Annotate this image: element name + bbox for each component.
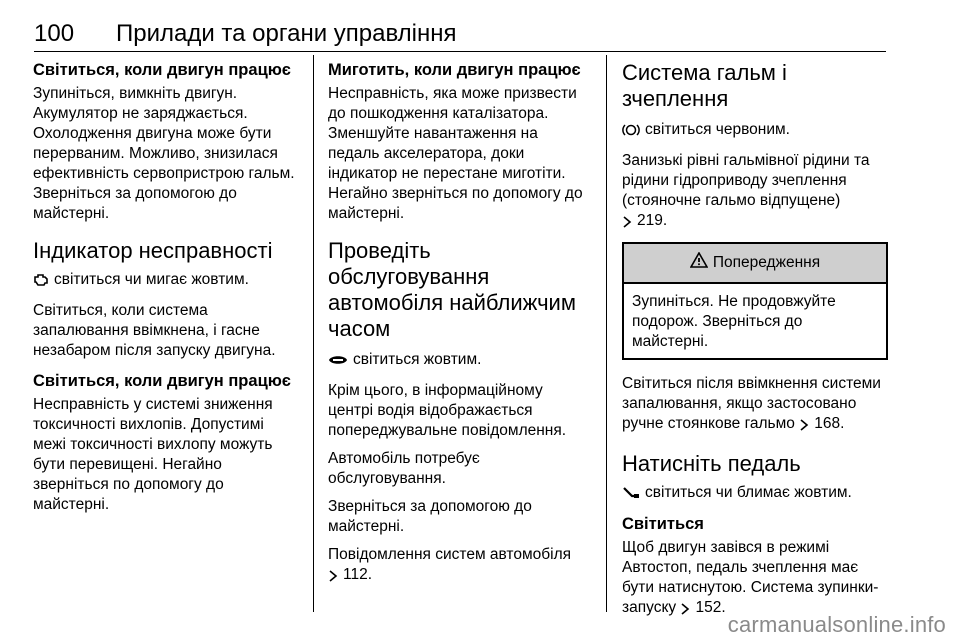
column-divider-2 — [606, 55, 607, 612]
paragraph: Несправність, яка може призвести до пошкодження каталізатора. Зменшуйте навантаження на педаль акселератора, доки індикатор не перестане миготіти. Негайно зверніться по допомогу до майстерні. — [328, 85, 583, 222]
warning-body: Зупиніться. Не продовжуйте подорож. Зверніться до майстерні. — [632, 293, 836, 350]
warning-title: Попередження — [712, 254, 821, 271]
service-wrench-icon — [328, 353, 348, 373]
paragraph: Зупиніться, вимкніть двигун. Акумулятор не заряджається. Охолодження двигуна може бути перерваним. Можливо, знизилася ефективність сервопристрою гальм. Зверніться за допомогою до майстерні. — [33, 85, 295, 222]
page-title: Прилади та органи управління — [116, 20, 457, 47]
warning-triangle-icon — [690, 252, 708, 274]
paragraph: Повідомлення систем автомобіля 112. — [328, 545, 592, 588]
paragraph: Зверніться за допомогою до майстерні. — [328, 498, 532, 535]
page-reference[interactable]: 219. — [637, 212, 668, 229]
subheading: Світиться, коли двигун працює — [33, 61, 291, 79]
paragraph: Несправність у системі зниження токсичності вихлопів. Допустимі межі токсичності вихлопу можуть бути перевищені. Негайно зверніться по допомогу до майстерні. — [33, 396, 273, 513]
page-reference[interactable]: 112. — [343, 566, 373, 583]
paragraph: Світиться після ввімкнення системи запалювання, якщо застосовано ручне стоянкове гальмо 168. — [622, 374, 888, 437]
section-title: Проведіть обслуговування автомобіля найближчим часом — [328, 238, 576, 341]
indicator-line: світиться червоним. — [622, 120, 888, 143]
warning-header — [624, 244, 886, 284]
watermark: carmanualsonline.info — [727, 612, 946, 637]
paragraph: Крім цього, в інформаційному центрі водія відображається попереджувальне повідомлення. — [328, 382, 567, 439]
paragraph: Занизькі рівні гальмівної рідини та рідини гідроприводу зчеплення (стояночне гальмо відпущене) 219. — [622, 151, 888, 234]
indicator-line: світиться чи мигає жовтим. — [33, 270, 301, 293]
subheading: Світиться, коли двигун працює — [33, 372, 291, 390]
indicator-line: світиться чи блимає жовтим. — [622, 483, 888, 506]
page-reference-arrow-icon — [328, 568, 338, 588]
section-title: Індикатор несправності — [33, 238, 273, 263]
page-header — [34, 20, 886, 50]
paragraph: Світиться, коли система запалювання ввімкнена, і гасне незабаром після запуску двигуна. — [33, 302, 276, 359]
page-reference[interactable]: 168. — [814, 415, 845, 432]
subheading: Миготить, коли двигун працює — [328, 61, 581, 79]
engine-check-icon — [33, 273, 49, 293]
column-3 — [622, 60, 888, 629]
subheading: Світиться — [622, 515, 704, 533]
indicator-line: світиться жовтим. — [328, 350, 592, 373]
page-reference-arrow-icon — [680, 601, 690, 621]
header-rule — [34, 51, 886, 52]
page-reference-arrow-icon — [622, 214, 632, 234]
page-reference[interactable]: 152. — [695, 599, 726, 616]
section-title: Система гальм і зчеплення — [622, 60, 787, 111]
paragraph: Щоб двигун завівся в режимі Автостоп, педаль зчеплення має бути натиснутою. Система зупинки-запуску 152. — [622, 538, 888, 621]
brake-warning-icon — [622, 123, 640, 143]
column-1 — [33, 60, 301, 523]
column-divider-1 — [313, 55, 314, 612]
page-reference-arrow-icon — [799, 417, 809, 437]
page-number: 100 — [34, 20, 75, 47]
clutch-pedal-icon — [622, 486, 640, 506]
warning-box — [622, 242, 888, 360]
section-title: Натисніть педаль — [622, 451, 801, 476]
paragraph: Автомобіль потребує обслуговування. — [328, 450, 480, 487]
column-2 — [328, 60, 592, 596]
